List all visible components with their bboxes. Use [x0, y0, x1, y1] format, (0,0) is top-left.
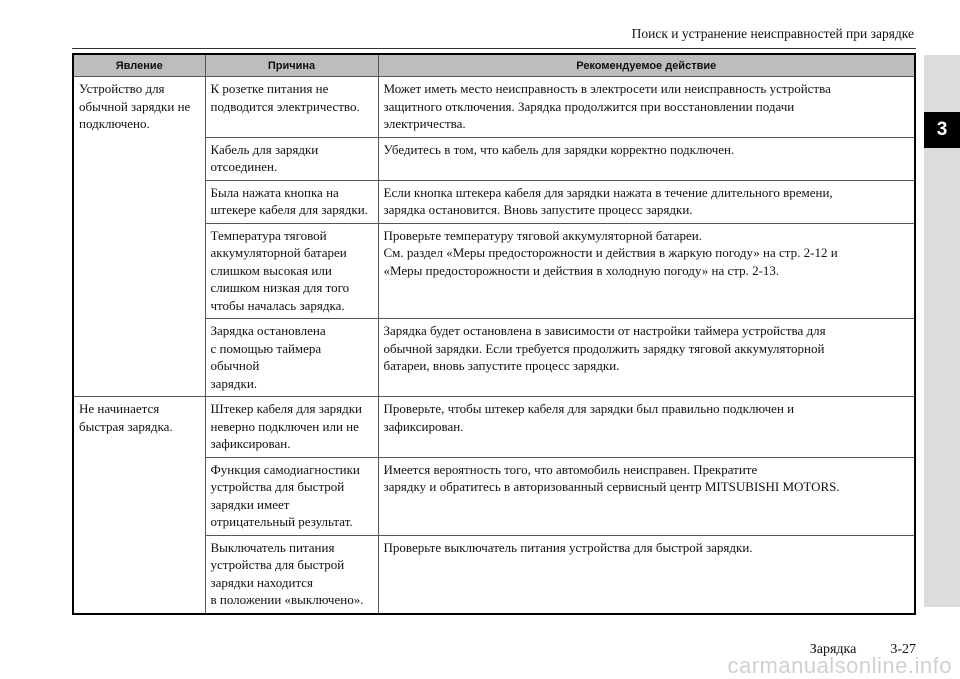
- action-cell: Проверьте, чтобы штекер кабеля для зарядки был правильно подключен и зафиксирован.: [378, 397, 915, 458]
- cause-cell: Кабель для зарядки отсоединен.: [205, 137, 378, 180]
- chapter-number-badge: 3: [924, 112, 960, 148]
- column-header-action: Рекомендуемое действие: [378, 54, 915, 77]
- action-cell: Проверьте выключатель питания устройства для быстрой зарядки.: [378, 535, 915, 614]
- header-divider: [72, 48, 916, 49]
- cause-cell: Зарядка остановлена с помощью таймера обычной зарядки.: [205, 319, 378, 397]
- table-header-row: [73, 54, 915, 77]
- action-cell: Зарядка будет остановлена в зависимости от настройки таймера устройства для обычной зарядки. Если требуется продолжить зарядку тяговой аккумуляторной батареи, вновь запустите процесс зарядки.: [378, 319, 915, 397]
- action-cell: Имеется вероятность того, что автомобиль неисправен. Прекратите зарядку и обратитесь в авторизованный сервисный центр MITSUBISHI MOTORS.: [378, 457, 915, 535]
- troubleshooting-table: [72, 53, 916, 615]
- action-cell: Может иметь место неисправность в электросети или неисправность устройства защитного отключения. Зарядка продолжится при восстановлении подачи электричества.: [378, 77, 915, 138]
- cause-cell: Выключатель питания устройства для быстрой зарядки находится в положении «выключено».: [205, 535, 378, 614]
- action-cell: Проверьте температуру тяговой аккумуляторной батареи. См. раздел «Меры предосторожности и действия в жаркую погоду» на стр. 2-12 и «Меры предосторожности и действия в холодную погоду» на стр. 2-13.: [378, 223, 915, 319]
- action-cell: Если кнопка штекера кабеля для зарядки нажата в течение длительного времени, зарядка остановится. Вновь запустите процесс зарядки.: [378, 180, 915, 223]
- cause-cell: Температура тяговой аккумуляторной батареи слишком высокая или слишком низкая для того чтобы началась зарядка.: [205, 223, 378, 319]
- column-header-symptom: Явление: [73, 54, 205, 77]
- page-header-title: Поиск и устранение неисправностей при зарядке: [631, 26, 914, 41]
- cause-cell: К розетке питания не подводится электричество.: [205, 77, 378, 138]
- page-number: 3-27: [890, 642, 916, 657]
- table-row: [73, 77, 915, 138]
- symptom-cell: Устройство для обычной зарядки не подключено.: [73, 77, 205, 397]
- table-row: [73, 397, 915, 458]
- footer-section: Зарядка: [809, 642, 857, 657]
- action-cell: Убедитесь в том, что кабель для зарядки корректно подключен.: [378, 137, 915, 180]
- cause-cell: Была нажата кнопка на штекере кабеля для зарядки.: [205, 180, 378, 223]
- watermark: carmanualsonline.info: [727, 653, 952, 678]
- symptom-cell: Не начинается быстрая зарядка.: [73, 397, 205, 614]
- cause-cell: Функция самодиагностики устройства для быстрой зарядки имеет отрицательный результат.: [205, 457, 378, 535]
- cause-cell: Штекер кабеля для зарядки неверно подключен или не зафиксирован.: [205, 397, 378, 458]
- column-header-cause: Причина: [205, 54, 378, 77]
